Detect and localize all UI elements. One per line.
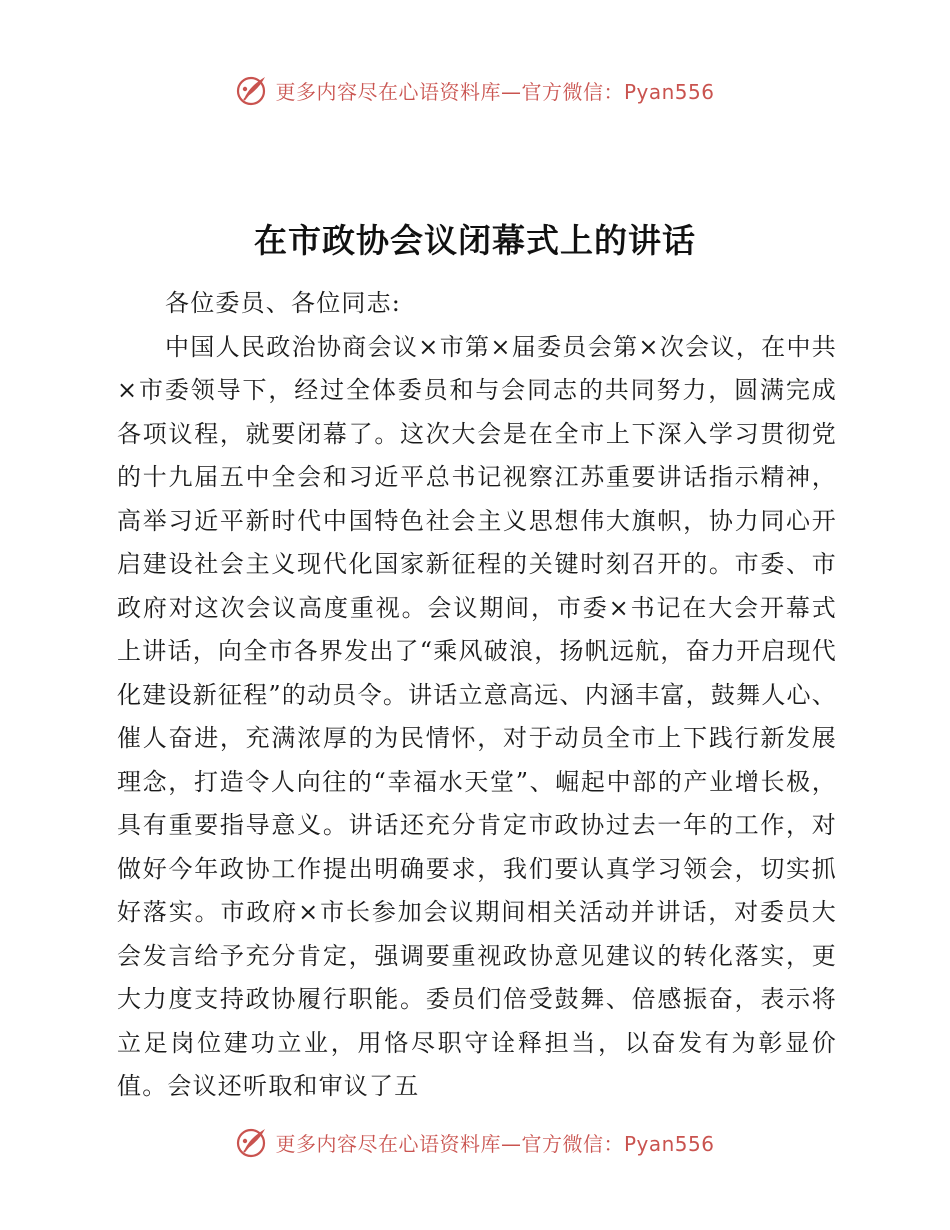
footer-banner bbox=[0, 1122, 950, 1162]
salutation: 各位委员、各位同志: bbox=[165, 289, 402, 317]
document-body bbox=[117, 282, 837, 1109]
quill-logo-icon bbox=[235, 73, 269, 107]
header-banner bbox=[0, 70, 950, 110]
quill-logo-icon bbox=[235, 1125, 269, 1159]
footer-banner-text: 更多内容尽在心语资料库—官方微信：Pyan556 bbox=[275, 1131, 715, 1156]
document-title: 在市政协会议闭幕式上的讲话 bbox=[254, 221, 696, 260]
paragraph: 中国人民政治协商会议×市第×届委员会第×次会议，在中共×市委领导下，经过全体委员和与会同志的共同努力，圆满完成各项议程，就要闭幕了。这次大会是在全市上下深入学习贯彻党的十九届五中全会和习近平总书记视察江苏重要讲话指示精神，高举习近平新时代中国特色社会主义思想伟大旗帜，协力同心开启建设社会主义现代化国家新征程的关键时刻召开的。市委、市政府对这次会议高度重视。会议期间，市委×书记在大会开幕式上讲话，向全市各界发出了“乘风破浪，扬帆远航，奋力开启现代化建设新征程”的动员令。讲话立意高远、内涵丰富，鼓舞人心、催人奋进，充满浓厚的为民情怀，对于动员全市上下践行新发展理念，打造令人向往的“幸福水天堂”、崛起中部的产业增长极，具有重要指导意义。讲话还充分肯定市政协过去一年的工作，对做好今年政协工作提出明确要求，我们要认真学习领会，切实抓好落实。市政府×市长参加会议期间相关活动并讲话，对委员大会发言给予充分肯定，强调要重视政协意见建议的转化落实，更大力度支持政协履行职能。委员们倍受鼓舞、倍感振奋，表示将立足岗位建功立业，用恪尽职守诠释担当，以奋发有为彰显价值。会议还听取和审议了五 bbox=[117, 332, 837, 1100]
header-banner-text: 更多内容尽在心语资料库—官方微信：Pyan556 bbox=[275, 79, 715, 104]
